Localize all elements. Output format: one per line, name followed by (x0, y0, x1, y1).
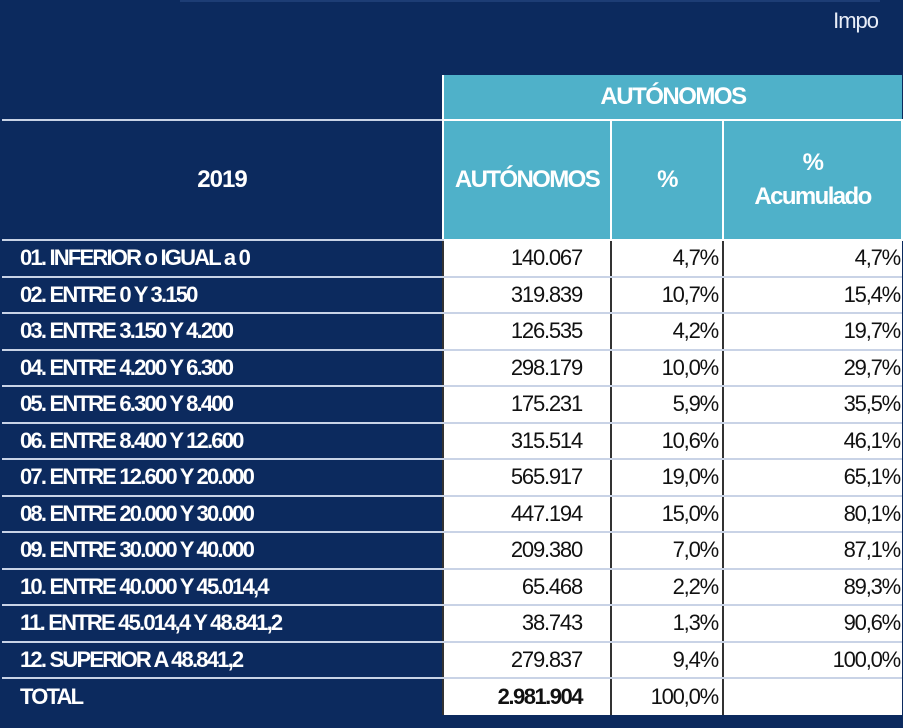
row-percent: 1,3% (611, 605, 723, 642)
row-label: 04. ENTRE 4.200 Y 6.300 (2, 350, 443, 387)
row-acumulado: 19,7% (723, 313, 902, 350)
row-percent: 4,2% (611, 313, 723, 350)
row-autonomos: 2.981.904 (443, 678, 611, 715)
row-autonomos: 315.514 (443, 423, 611, 460)
row-percent: 15,0% (611, 496, 723, 533)
group-header-row (2, 75, 902, 120)
table-row (2, 532, 902, 569)
cropped-title-strip (180, 0, 880, 2)
row-acumulado: 4,7% (723, 240, 902, 277)
row-autonomos: 319.839 (443, 277, 611, 314)
row-label: 10. ENTRE 40.000 Y 45.014,4 (2, 569, 443, 606)
row-acumulado: 89,3% (723, 569, 902, 606)
col-header-autonomos: AUTÓNOMOS (443, 120, 611, 240)
row-label: 03. ENTRE 3.150 Y 4.200 (2, 313, 443, 350)
col-header-acumulado-symbol: % (802, 149, 823, 176)
row-autonomos: 126.535 (443, 313, 611, 350)
row-percent: 9,4% (611, 642, 723, 679)
row-label: 09. ENTRE 30.000 Y 40.000 (2, 532, 443, 569)
row-percent: 100,0% (611, 678, 723, 715)
row-label: TOTAL (2, 678, 443, 715)
row-acumulado: 87,1% (723, 532, 902, 569)
table-row (2, 459, 902, 496)
row-autonomos: 447.194 (443, 496, 611, 533)
row-acumulado: 100,0% (723, 642, 902, 679)
row-percent: 10,6% (611, 423, 723, 460)
row-acumulado: 80,1% (723, 496, 902, 533)
row-acumulado: 65,1% (723, 459, 902, 496)
row-label: 08. ENTRE 20.000 Y 30.000 (2, 496, 443, 533)
row-percent: 10,0% (611, 350, 723, 387)
row-percent: 7,0% (611, 532, 723, 569)
row-acumulado: 90,6% (723, 605, 902, 642)
row-percent: 10,7% (611, 277, 723, 314)
row-autonomos: 209.380 (443, 532, 611, 569)
row-autonomos: 298.179 (443, 350, 611, 387)
row-acumulado: 29,7% (723, 350, 902, 387)
row-acumulado (723, 678, 902, 715)
row-percent: 19,0% (611, 459, 723, 496)
row-autonomos: 565.917 (443, 459, 611, 496)
row-label: 12. SUPERIOR A 48.841,2 (2, 642, 443, 679)
row-acumulado: 35,5% (723, 386, 902, 423)
row-label: 01. INFERIOR o IGUAL a 0 (2, 240, 443, 277)
row-label: 07. ENTRE 12.600 Y 20.000 (2, 459, 443, 496)
row-label: 02. ENTRE 0 Y 3.150 (2, 277, 443, 314)
table-row (2, 313, 902, 350)
row-label: 06. ENTRE 8.400 Y 12.600 (2, 423, 443, 460)
row-acumulado: 46,1% (723, 423, 902, 460)
row-autonomos: 38.743 (443, 605, 611, 642)
row-percent: 5,9% (611, 386, 723, 423)
header-blank-cell (2, 75, 443, 120)
col-header-acumulado (723, 120, 902, 240)
col-header-percent: % (611, 120, 723, 240)
group-header-autonomos: AUTÓNOMOS (443, 75, 902, 120)
column-header-row (2, 120, 902, 240)
row-percent: 2,2% (611, 569, 723, 606)
table-row (2, 642, 902, 679)
table-row (2, 569, 902, 606)
row-label: 05. ENTRE 6.300 Y 8.400 (2, 386, 443, 423)
table-row (2, 496, 902, 533)
table-row (2, 350, 902, 387)
row-autonomos: 175.231 (443, 386, 611, 423)
row-autonomos: 140.067 (443, 240, 611, 277)
col-header-acumulado-label: Acumulado (754, 183, 871, 210)
table-row (2, 423, 902, 460)
table-row (2, 277, 902, 314)
row-percent: 4,7% (611, 240, 723, 277)
table-caption: Impo (833, 8, 878, 33)
row-label: 11. ENTRE 45.014,4 Y 48.841,2 (2, 605, 443, 642)
table-body (2, 240, 902, 715)
total-row (2, 678, 902, 715)
table-row (2, 605, 902, 642)
row-autonomos: 279.837 (443, 642, 611, 679)
row-acumulado: 15,4% (723, 277, 902, 314)
autonomos-table (2, 75, 903, 715)
year-header: 2019 (2, 120, 443, 240)
table-row (2, 386, 902, 423)
row-autonomos: 65.468 (443, 569, 611, 606)
table-row (2, 240, 902, 277)
